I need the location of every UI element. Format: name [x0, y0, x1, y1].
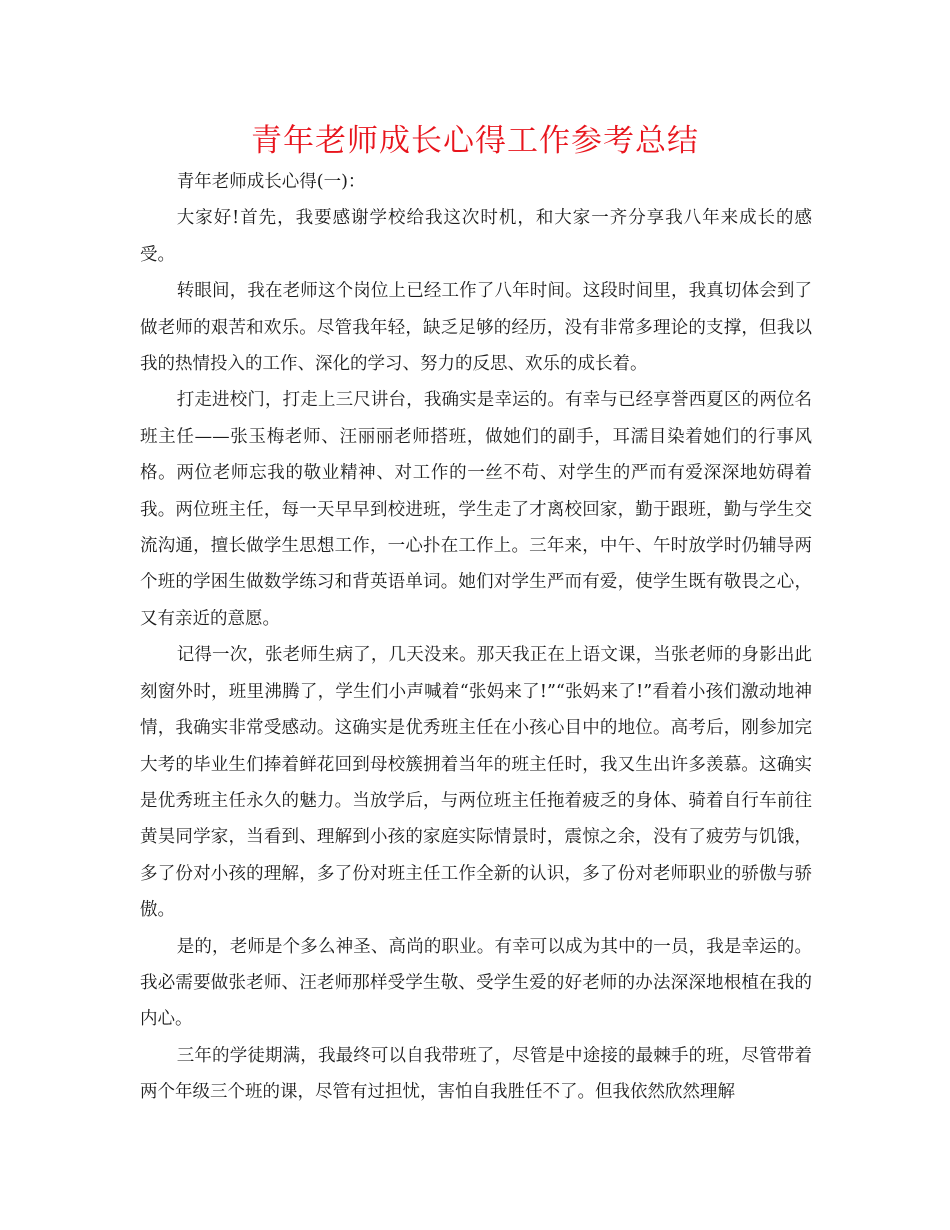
- document-body: [140, 164, 812, 1111]
- paragraph-eight-years: 转眼间，我在老师这个岗位上已经工作了八年时间。这段时间里，我真切体会到了做老师的艰苦和欢乐。尽管我年轻，缺乏足够的经历，没有非常多理论的支撑，但我以我的热情投入的工作、深化的学习、努力的反思、欢乐的成长着。: [140, 281, 812, 375]
- paragraph-greeting: 大家好!首先，我要感谢学校给我这次时机，和大家一齐分享我八年来成长的感受。: [140, 208, 812, 265]
- paragraph-subtitle: 青年老师成长心得(一)：: [176, 172, 366, 192]
- paragraph-mentors: 打走进校门，打走上三尺讲台，我确实是幸运的。有幸与已经享誉西夏区的两位名班主任——张玉梅老师、汪丽丽老师搭班，做她们的副手，耳濡目染着她们的行事风格。两位老师忘我的敬业精神、对工作的一丝不苟、对学生的严而有爱深深地妨碍着我。两位班主任，每一天早早到校进班，学生走了才离校回家，勤于跟班，勤与学生交流沟通，擅长做学生思想工作，一心扑在工作上。三年来，中午、午时放学时仍辅导两个班的学困生做数学练习和背英语单词。她们对学生严而有爱，使学生既有敬畏之心，又有亲近的意愿。: [140, 390, 812, 629]
- paragraph-memory: 记得一次，张老师生病了，几天没来。那天我正在上语文课，当张老师的身影出此刻窗外时，班里沸腾了，学生们小声喊着“张妈来了!”“张妈来了!”看着小孩们激动地神情，我确实非常受感动。这确实是优秀班主任在小孩心目中的地位。高考后，刚参加完大考的毕业生们捧着鲜花回到母校簇拥着当年的班主任时，我又生出许多羡慕。这确实是优秀班主任永久的魅力。当放学后，与两位班主任拖着疲乏的身体、骑着自行车前往黄昊同学家，当看到、理解到小孩的家庭实际情景时，震惊之余，没有了疲劳与饥饿，多了份对小孩的理解，多了份对班主任工作全新的认识，多了份对老师职业的骄傲与骄傲。: [140, 645, 812, 921]
- paragraph-sacred-profession: 是的，老师是个多么神圣、高尚的职业。有幸可以成为其中的一员，我是幸运的。我必需要做张老师、汪老师那样受学生敬、受学生爱的好老师的办法深深地根植在我的内心。: [140, 936, 812, 1030]
- paragraph-apprenticeship: 三年的学徒期满，我最终可以自我带班了，尽管是中途接的最棘手的班，尽管带着两个年级三个班的课，尽管有过担忧，害怕自我胜任不了。但我依然欣然理解: [140, 1045, 812, 1103]
- document-title: 青年老师成长心得工作参考总结: [251, 123, 699, 159]
